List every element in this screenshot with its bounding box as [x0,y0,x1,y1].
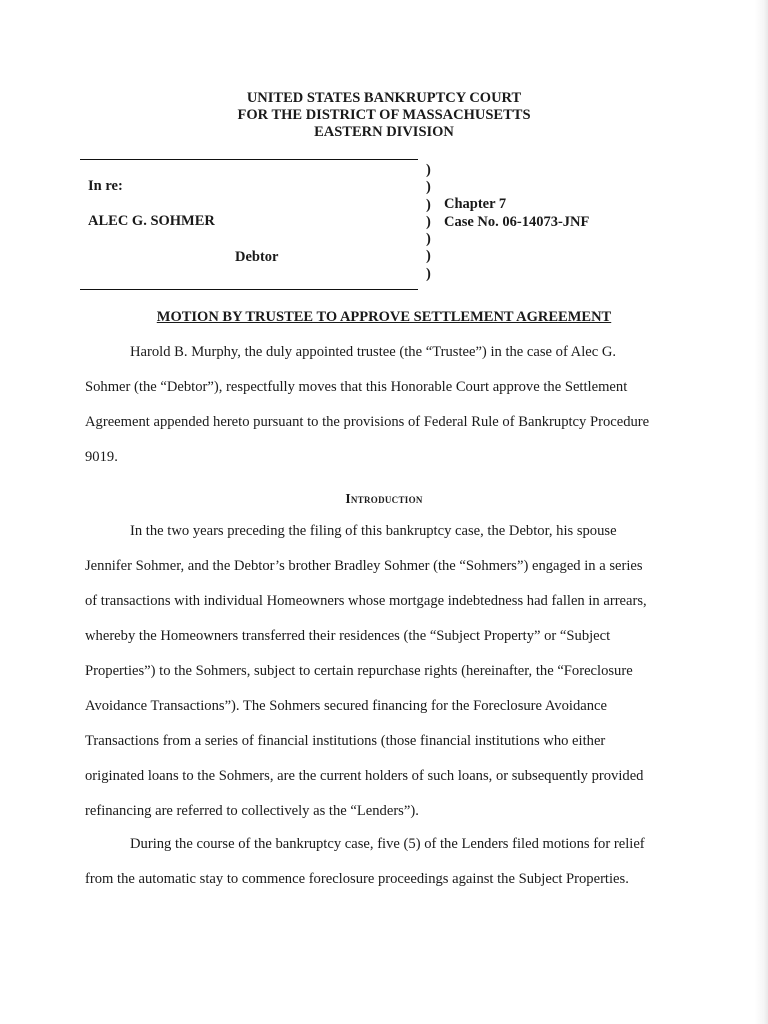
paragraph-line: Avoidance Transactions”). The Sohmers secured financing for the Foreclosure Avoidance [85,698,607,714]
paragraph-line: 9019. [85,449,118,465]
paragraph-line: In the two years preceding the filing of this bankruptcy case, the Debtor, his spouse [130,523,617,539]
caption-paren: ) [426,231,431,248]
caption-paren: ) [426,179,431,196]
caption-top-rule [80,159,418,160]
debtor-name: ALEC G. SOHMER [88,213,215,229]
paragraph-line: Harold B. Murphy, the duly appointed trustee (the “Trustee”) in the case of Alec G. [130,344,617,360]
body-paragraph [85,523,685,823]
chapter-label: Chapter 7 [444,196,507,212]
motion-title: MOTION BY TRUSTEE TO APPROVE SETTLEMENT AGREEMENT [156,309,612,325]
paragraph-line: During the course of the bankruptcy case, five (5) of the Lenders filed motions for relief [130,836,645,852]
caption-paren-column [426,162,431,283]
caption-paren: ) [426,265,431,282]
paragraph-line: of transactions with individual Homeowners whose mortgage indebtedness had fallen in arrears, [85,593,647,609]
caption-paren: ) [426,213,431,230]
paragraph-line: Transactions from a series of financial institutions (those financial institutions who either [85,733,606,749]
in-re-label: In re: [88,178,123,194]
caption-paren: ) [426,162,431,178]
paragraph-line: originated loans to the Sohmers, are the current holders of such loans, or subsequently provided [85,768,644,784]
caption-paren: ) [426,196,431,213]
body-paragraph [85,836,685,896]
debtor-label: Debtor [235,249,279,265]
paragraph-line: Properties”) to the Sohmers, subject to certain repurchase rights (hereinafter, the “Foreclosure [85,663,633,679]
paragraph-line: Agreement appended hereto pursuant to the provisions of Federal Rule of Bankruptcy Procedure [85,414,650,430]
court-district: FOR THE DISTRICT OF MASSACHUSETTS [237,107,531,123]
court-name: UNITED STATES BANKRUPTCY COURT [246,90,522,106]
paragraph-line: Jennifer Sohmer, and the Debtor’s brother Bradley Sohmer (the “Sohmers”) engaged in a series [85,558,643,574]
paragraph-line: whereby the Homeowners transferred their residences (the “Subject Property” or “Subject [85,628,611,644]
court-division: EASTERN DIVISION [314,124,454,140]
paragraph-line: from the automatic stay to commence foreclosure proceedings against the Subject Properties. [85,871,629,887]
intro-paragraph [85,344,685,474]
caption-bottom-rule [80,289,418,290]
paragraph-line: refinancing are referred to collectively as the “Lenders”). [85,803,419,819]
paragraph-line: Sohmer (the “Debtor”), respectfully moves that this Honorable Court approve the Settlement [85,379,628,395]
section-heading-introduction: Introduction [345,491,423,506]
case-caption [0,0,768,300]
caption-paren: ) [426,248,431,265]
case-number: Case No. 06-14073-JNF [444,214,590,230]
